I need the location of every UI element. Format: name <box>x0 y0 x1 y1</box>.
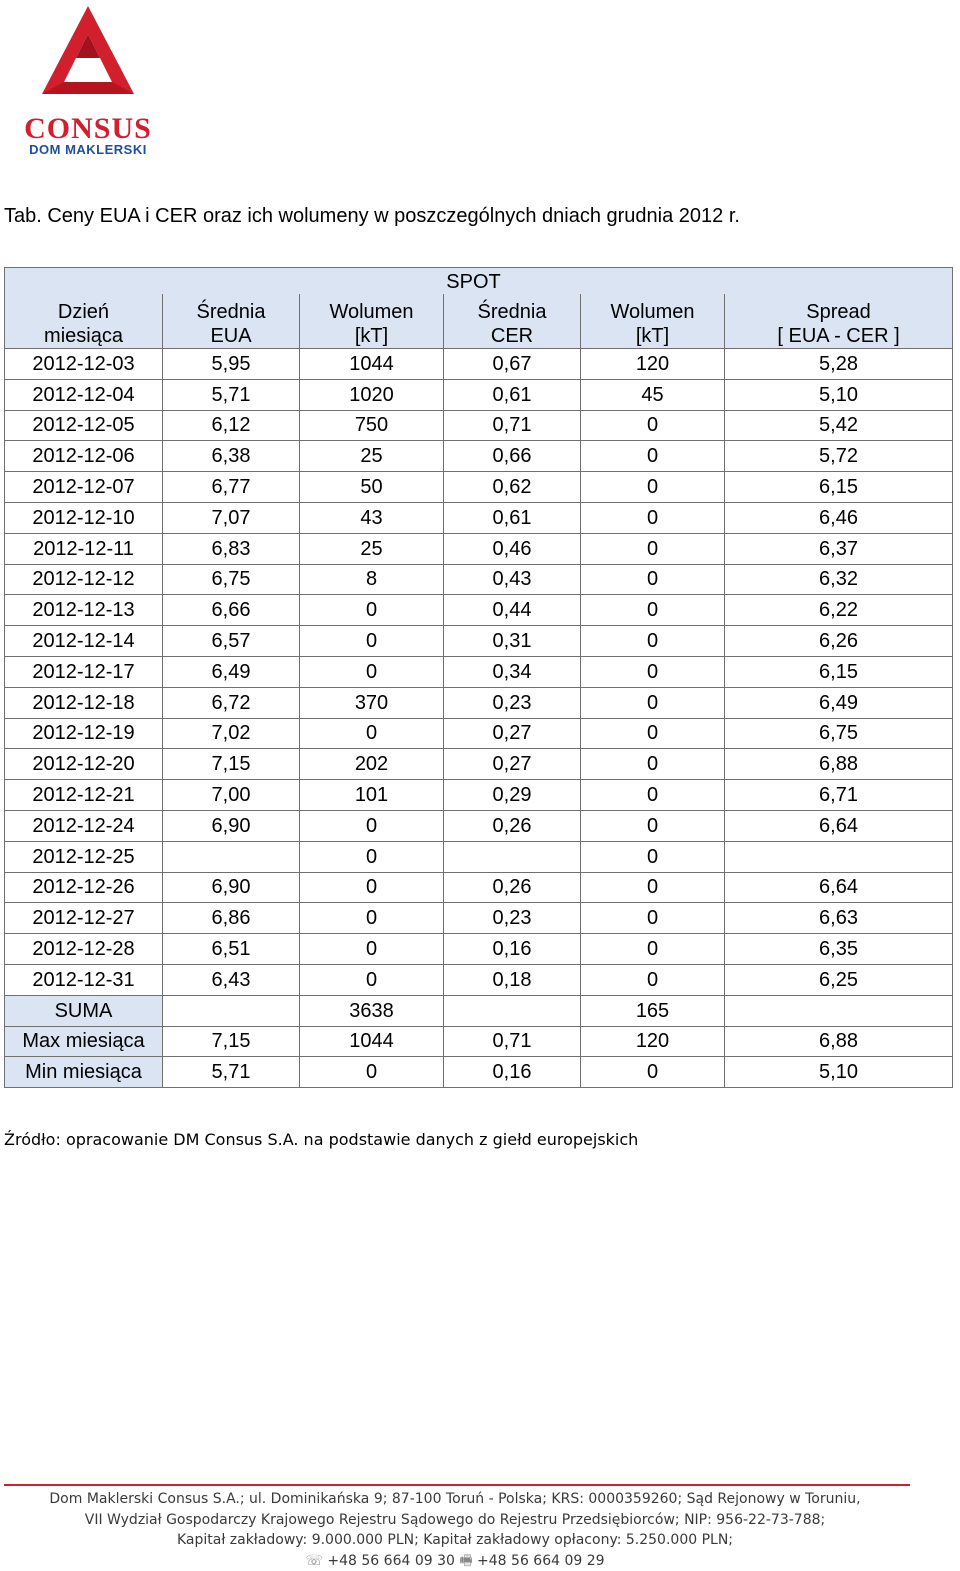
summary-label-cell: Min miesiąca <box>5 1057 163 1088</box>
column-header <box>300 294 444 349</box>
table-cell: 0 <box>581 810 725 841</box>
phone-icon: ☏ <box>305 1553 323 1569</box>
table-cell: 1044 <box>300 349 444 380</box>
table-cell: 370 <box>300 687 444 718</box>
table-cell: 2012-12-05 <box>5 410 163 441</box>
table-cell: 101 <box>300 780 444 811</box>
column-header-line1: Spread <box>725 300 952 324</box>
table-cell: 0 <box>581 964 725 995</box>
table-cell: 0 <box>300 872 444 903</box>
table-cell: 5,71 <box>163 379 300 410</box>
table-cell: 2012-12-20 <box>5 749 163 780</box>
table-cell: 7,15 <box>163 749 300 780</box>
table-cell: 2012-12-13 <box>5 595 163 626</box>
table-cell: 0 <box>300 810 444 841</box>
column-header <box>163 294 300 349</box>
table-cell: 0,18 <box>444 964 581 995</box>
table-cell: 45 <box>581 379 725 410</box>
column-header-line2: EUA <box>163 324 299 348</box>
table-cell: 0,29 <box>444 780 581 811</box>
table-cell: 0,71 <box>444 410 581 441</box>
column-header <box>725 294 953 349</box>
table-cell: 0 <box>300 595 444 626</box>
table-cell: 6,49 <box>163 656 300 687</box>
table-row <box>5 687 953 718</box>
table-row <box>5 810 953 841</box>
table-row <box>5 749 953 780</box>
column-header-line1: Dzień <box>5 300 162 324</box>
table-row <box>5 718 953 749</box>
table-cell: 6,12 <box>163 410 300 441</box>
table-cell: 0 <box>581 687 725 718</box>
table-cell: 0 <box>581 718 725 749</box>
footer-phone: +48 56 664 09 30 <box>327 1553 455 1569</box>
table-row <box>5 964 953 995</box>
table-cell <box>444 995 581 1026</box>
table-cell: 5,28 <box>725 349 953 380</box>
table-row <box>5 626 953 657</box>
table-cell: 0,67 <box>444 349 581 380</box>
table-cell: 2012-12-26 <box>5 872 163 903</box>
table-cell: 0,44 <box>444 595 581 626</box>
column-header-line2: CER <box>444 324 580 348</box>
table-cell: 6,86 <box>163 903 300 934</box>
summary-row <box>5 1026 953 1057</box>
table-cell: 165 <box>581 995 725 1026</box>
company-logo <box>8 4 168 154</box>
table-row <box>5 595 953 626</box>
table-cell: 6,77 <box>163 472 300 503</box>
table-row <box>5 903 953 934</box>
table-cell: 6,63 <box>725 903 953 934</box>
table-row <box>5 533 953 564</box>
table-cell <box>163 841 300 872</box>
spot-header-label: SPOT <box>446 271 500 293</box>
table-cell: 0,62 <box>444 472 581 503</box>
table-row <box>5 441 953 472</box>
table-cell: 5,71 <box>163 1057 300 1088</box>
table-cell: 0 <box>581 410 725 441</box>
table-row <box>5 780 953 811</box>
column-header-line1: Wolumen <box>300 300 443 324</box>
table-cell: 6,43 <box>163 964 300 995</box>
table-cell: 2012-12-14 <box>5 626 163 657</box>
table-cell: 6,72 <box>163 687 300 718</box>
table-cell: 0,27 <box>444 749 581 780</box>
table-cell: 120 <box>581 1026 725 1057</box>
table-cell: 2012-12-11 <box>5 533 163 564</box>
table-cell: 0,26 <box>444 872 581 903</box>
table-cell <box>725 995 953 1026</box>
table-row <box>5 379 953 410</box>
table-cell: 0,61 <box>444 502 581 533</box>
table-cell: 0,66 <box>444 441 581 472</box>
table-cell: 2012-12-25 <box>5 841 163 872</box>
table-row <box>5 564 953 595</box>
table-cell: 2012-12-03 <box>5 349 163 380</box>
table-cell: 25 <box>300 441 444 472</box>
table-cell: 1020 <box>300 379 444 410</box>
table-cell: 2012-12-27 <box>5 903 163 934</box>
table-row <box>5 349 953 380</box>
footer-line-3: Kapitał zakładowy: 9.000.000 PLN; Kapitał zakładowy opłacony: 5.250.000 PLN; <box>0 1530 910 1551</box>
table-cell: 7,15 <box>163 1026 300 1057</box>
column-header-line2: [kT] <box>300 324 443 348</box>
table-cell: 0 <box>581 903 725 934</box>
consus-triangle-logo-icon <box>38 4 138 108</box>
table-cell: 6,15 <box>725 472 953 503</box>
summary-label-cell: SUMA <box>5 995 163 1026</box>
table-cell: 0 <box>581 934 725 965</box>
table-cell: 202 <box>300 749 444 780</box>
table-cell: 6,64 <box>725 872 953 903</box>
logo-subtitle: DOM MAKLERSKI <box>8 142 168 157</box>
table-cell: 0,43 <box>444 564 581 595</box>
table-cell: 0 <box>300 626 444 657</box>
table-cell: 6,38 <box>163 441 300 472</box>
table-cell: 6,90 <box>163 872 300 903</box>
table-cell: 0 <box>581 441 725 472</box>
table-cell: 6,49 <box>725 687 953 718</box>
table-cell: 7,07 <box>163 502 300 533</box>
table-cell: 0 <box>581 656 725 687</box>
table-cell: 0,16 <box>444 934 581 965</box>
table-cell: 0 <box>300 1057 444 1088</box>
group-header-row <box>5 268 953 295</box>
table-cell: 0 <box>300 964 444 995</box>
table-row <box>5 410 953 441</box>
table-body <box>5 349 953 1088</box>
table-cell: 0 <box>300 718 444 749</box>
table-cell: 2012-12-10 <box>5 502 163 533</box>
table-cell: 6,51 <box>163 934 300 965</box>
table-cell: 120 <box>581 349 725 380</box>
table-cell: 0 <box>581 564 725 595</box>
table-cell <box>163 995 300 1026</box>
table-cell: 0 <box>581 841 725 872</box>
table-cell: 0,46 <box>444 533 581 564</box>
table-cell: 25 <box>300 533 444 564</box>
table-cell: 0,23 <box>444 687 581 718</box>
table-cell: 5,10 <box>725 379 953 410</box>
table-cell: 2012-12-28 <box>5 934 163 965</box>
table-cell: 2012-12-07 <box>5 472 163 503</box>
column-header-line2: [ EUA - CER ] <box>725 324 952 348</box>
column-header-line1: Wolumen <box>581 300 724 324</box>
page-footer <box>0 1489 910 1571</box>
table-cell: 0 <box>581 502 725 533</box>
table-cell: 7,00 <box>163 780 300 811</box>
table-row <box>5 502 953 533</box>
fax-icon: 🖷 <box>459 1553 472 1569</box>
table-row <box>5 656 953 687</box>
table-cell: 0,16 <box>444 1057 581 1088</box>
table-cell: 2012-12-04 <box>5 379 163 410</box>
spot-header <box>5 268 953 295</box>
table-cell: 2012-12-18 <box>5 687 163 718</box>
table-cell: 6,71 <box>725 780 953 811</box>
table-row <box>5 872 953 903</box>
table-cell: 6,75 <box>163 564 300 595</box>
table-cell: 0,23 <box>444 903 581 934</box>
table-cell: 6,66 <box>163 595 300 626</box>
table-cell: 0,31 <box>444 626 581 657</box>
table-cell <box>444 841 581 872</box>
table-cell: 2012-12-17 <box>5 656 163 687</box>
table-cell: 6,88 <box>725 1026 953 1057</box>
table-cell: 6,15 <box>725 656 953 687</box>
table-cell: 0 <box>300 934 444 965</box>
column-header <box>444 294 581 349</box>
table-cell: 0 <box>581 749 725 780</box>
table-cell: 50 <box>300 472 444 503</box>
table-cell: 0,26 <box>444 810 581 841</box>
column-header-line1: Średnia <box>163 300 299 324</box>
table-cell: 0 <box>581 595 725 626</box>
table-cell: 6,90 <box>163 810 300 841</box>
table-cell: 0 <box>581 1057 725 1088</box>
footer-divider <box>4 1484 910 1486</box>
table-cell: 6,88 <box>725 749 953 780</box>
source-note: Źródło: opracowanie DM Consus S.A. na podstawie danych z giełd europejskich <box>4 1130 638 1149</box>
column-header <box>581 294 725 349</box>
footer-contact <box>0 1551 910 1571</box>
table-cell: 6,22 <box>725 595 953 626</box>
table-cell: 6,75 <box>725 718 953 749</box>
table-cell: 0 <box>300 841 444 872</box>
table-cell: 2012-12-06 <box>5 441 163 472</box>
table-cell: 5,42 <box>725 410 953 441</box>
table-cell: 2012-12-31 <box>5 964 163 995</box>
table-cell: 1044 <box>300 1026 444 1057</box>
table-cell: 0 <box>581 626 725 657</box>
table-cell: 43 <box>300 502 444 533</box>
table-row <box>5 841 953 872</box>
table-cell: 0,71 <box>444 1026 581 1057</box>
summary-row <box>5 995 953 1026</box>
column-header <box>5 294 163 349</box>
table-cell: 0 <box>300 656 444 687</box>
table-cell: 0 <box>581 780 725 811</box>
table-cell: 6,64 <box>725 810 953 841</box>
table-cell: 6,46 <box>725 502 953 533</box>
table-cell: 2012-12-21 <box>5 780 163 811</box>
table-cell: 0 <box>581 472 725 503</box>
table-cell: 0 <box>581 872 725 903</box>
table-cell: 0,61 <box>444 379 581 410</box>
table-row <box>5 472 953 503</box>
table-cell: 5,95 <box>163 349 300 380</box>
table-cell: 6,32 <box>725 564 953 595</box>
table-cell: 6,26 <box>725 626 953 657</box>
table-cell: 0 <box>300 903 444 934</box>
table-cell: 7,02 <box>163 718 300 749</box>
table-cell: 6,83 <box>163 533 300 564</box>
table-cell: 6,35 <box>725 934 953 965</box>
column-header-line2: [kT] <box>581 324 724 348</box>
footer-fax: +48 56 664 09 29 <box>477 1553 605 1569</box>
table-cell: 2012-12-24 <box>5 810 163 841</box>
table-cell: 6,25 <box>725 964 953 995</box>
summary-label-cell: Max miesiąca <box>5 1026 163 1057</box>
table-cell: 3638 <box>300 995 444 1026</box>
table-row <box>5 934 953 965</box>
table-caption: Tab. Ceny EUA i CER oraz ich wolumeny w poszczególnych dniach grudnia 2012 r. <box>4 205 740 228</box>
footer-line-2: VII Wydział Gospodarczy Krajowego Rejestru Sądowego do Rejestru Przedsiębiorców; NIP: 956-22-73-788; <box>0 1510 910 1531</box>
table-cell: 8 <box>300 564 444 595</box>
table-cell: 6,37 <box>725 533 953 564</box>
column-header-line2: miesiąca <box>5 324 162 348</box>
table-cell: 750 <box>300 410 444 441</box>
table-cell: 2012-12-19 <box>5 718 163 749</box>
footer-line-1: Dom Maklerski Consus S.A.; ul. Dominikańska 9; 87-100 Toruń - Polska; KRS: 0000359260; Sąd Rejonowy w Toruniu, <box>0 1489 910 1510</box>
logo-name: CONSUS <box>8 112 168 146</box>
column-header-row <box>5 294 953 349</box>
table-cell: 0 <box>581 533 725 564</box>
table-cell: 6,57 <box>163 626 300 657</box>
table-cell: 0,34 <box>444 656 581 687</box>
table-cell: 0,27 <box>444 718 581 749</box>
table-cell <box>725 841 953 872</box>
table-cell: 2012-12-12 <box>5 564 163 595</box>
table-cell: 5,72 <box>725 441 953 472</box>
prices-table <box>4 267 953 1088</box>
column-header-line1: Średnia <box>444 300 580 324</box>
table-cell: 5,10 <box>725 1057 953 1088</box>
summary-row <box>5 1057 953 1088</box>
